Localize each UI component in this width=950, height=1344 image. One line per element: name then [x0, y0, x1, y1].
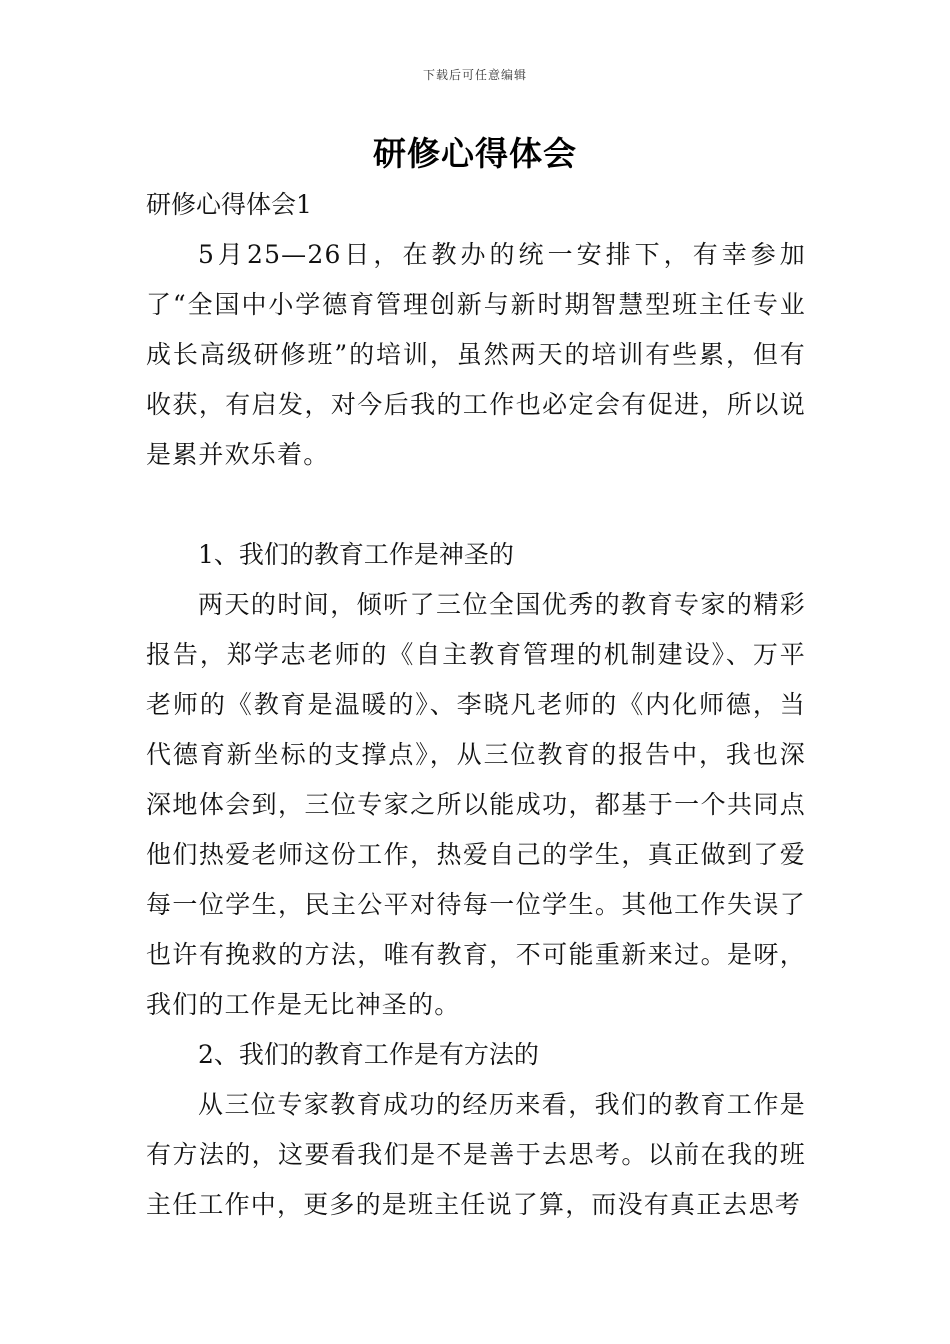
- document-title: 研修心得体会: [373, 134, 577, 173]
- document-body: [146, 180, 806, 1230]
- paragraph-gap: [146, 480, 806, 530]
- section-2-paragraph: 从三位专家教育成功的经历来看，我们的教育工作是有方法的，这要看我们是不是善于去思考。以前在我的班主任工作中，更多的是班主任说了算，而没有真正去思考: [146, 1090, 806, 1219]
- section-subtitle: 研修心得体会1: [146, 190, 312, 219]
- intro-paragraph: 5月25—26日，在教办的统一安排下，有幸参加了“全国中小学德育管理创新与新时期智慧型班主任专业成长高级研修班”的培训，虽然两天的培训有些累，但有收获，有启发，对今后我的工作也必定会有促进，所以说是累并欢乐着。: [146, 240, 806, 469]
- header-note: 下载后可任意编辑: [422, 68, 527, 82]
- section-heading-1: 1、我们的教育工作是神圣的: [198, 540, 514, 569]
- section-heading-2: 2、我们的教育工作是有方法的: [198, 1040, 539, 1069]
- section-1-paragraph: 两天的时间，倾听了三位全国优秀的教育专家的精彩报告，郑学志老师的《自主教育管理的机制建设》、万平老师的《教育是温暖的》、李晓凡老师的《内化师德，当代德育新坐标的支撑点》，从三位教育的报告中，我也深深地体会到，三位专家之所以能成功，都基于一个共同点他们热爱老师这份工作，热爱自己的学生，真正做到了爱每一位学生，民主公平对待每一位学生。其他工作失误了也许有挽救的方法，唯有教育，不可能重新来过。是呀，我们的工作是无比神圣的。: [146, 590, 806, 1019]
